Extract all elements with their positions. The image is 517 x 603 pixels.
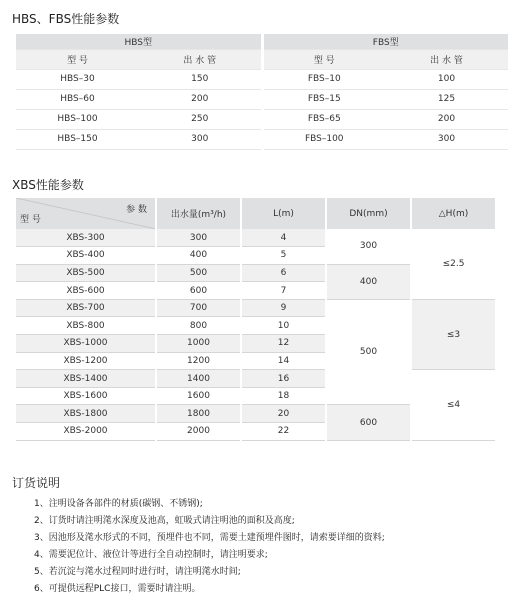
cell: 300 xyxy=(156,229,241,247)
model-label: 型 号 xyxy=(20,215,41,225)
xbs-section-title: XBS性能参数 xyxy=(12,178,84,192)
dh-cell: ≤2.5 xyxy=(411,229,496,299)
cell: XBS-300 xyxy=(16,229,156,247)
cell: XBS-500 xyxy=(16,264,156,282)
cell: FBS–65 xyxy=(262,109,385,129)
fbs-group-header: FBS型 xyxy=(262,34,508,49)
cell: 9 xyxy=(241,299,326,317)
table-row xyxy=(16,370,496,388)
cell: HBS–100 xyxy=(16,109,139,129)
cell: 18 xyxy=(241,387,326,405)
col-header: 出 水 管 xyxy=(385,49,508,69)
cell: 500 xyxy=(156,264,241,282)
col-header-dn: DN(mm) xyxy=(326,198,411,229)
cell: 1000 xyxy=(156,335,241,353)
dh-cell: ≤4 xyxy=(411,370,496,440)
cell: 400 xyxy=(156,247,241,265)
cell: HBS–150 xyxy=(16,129,139,149)
cell: 10 xyxy=(241,317,326,335)
order-notes-list xyxy=(34,496,385,598)
cell: 20 xyxy=(241,405,326,423)
param-label: 参 数 xyxy=(126,205,147,215)
cell: XBS-800 xyxy=(16,317,156,335)
diagonal-header-cell xyxy=(16,198,156,229)
cell: 4 xyxy=(241,229,326,247)
cell: 200 xyxy=(385,109,508,129)
list-item: 4、需要泥位计、液位计等进行全自动控制时，请注明要求; xyxy=(34,550,268,560)
dn-cell: 400 xyxy=(326,264,411,299)
cell: 1800 xyxy=(156,405,241,423)
cell: 100 xyxy=(385,69,508,89)
col-header-dh: △H(m) xyxy=(411,198,496,229)
cell: 12 xyxy=(241,335,326,353)
list-item: 1、注明设备各部件的材质(碳钢、不锈钢); xyxy=(34,499,203,509)
cell: XBS-1800 xyxy=(16,405,156,423)
dn-cell: 600 xyxy=(326,405,411,440)
cell: 700 xyxy=(156,299,241,317)
list-item: 5、若沉淀与滗水过程同时进行时，请注明滗水时间; xyxy=(34,567,241,577)
col-header: 型 号 xyxy=(16,49,139,69)
cell: XBS-2000 xyxy=(16,423,156,441)
cell: 200 xyxy=(139,89,262,109)
list-item: 6、可提供远程PLC接口，需要时请注明。 xyxy=(34,584,201,594)
list-item: 2、订货时请注明滗水深度及池高，虹吸式请注明池的面积及高度; xyxy=(34,516,295,526)
table-row xyxy=(16,229,496,247)
dn-cell: 300 xyxy=(326,229,411,264)
cell: 22 xyxy=(241,423,326,441)
col-header-flow: 出水量(m³/h) xyxy=(156,198,241,229)
hbs-fbs-section-title: HBS、FBS性能参数 xyxy=(12,12,120,26)
hbs-group-header: HBS型 xyxy=(16,34,262,49)
cell: 2000 xyxy=(156,423,241,441)
cell: HBS–60 xyxy=(16,89,139,109)
cell: FBS–100 xyxy=(262,129,385,149)
cell: XBS-400 xyxy=(16,247,156,265)
cell: 16 xyxy=(241,370,326,388)
dh-cell: ≤3 xyxy=(411,299,496,369)
table-row xyxy=(16,129,508,149)
col-header: 型 号 xyxy=(262,49,385,69)
table-row xyxy=(16,89,508,109)
cell: 125 xyxy=(385,89,508,109)
table-row xyxy=(16,109,508,129)
list-item: 3、因池形及滗水形式的不同，预埋件也不同，需要土建预埋件图时，请索要详细的资料; xyxy=(34,533,385,543)
cell: 600 xyxy=(156,282,241,300)
cell: FBS–15 xyxy=(262,89,385,109)
cell: 7 xyxy=(241,282,326,300)
col-header: 出 水 管 xyxy=(139,49,262,69)
order-notes-title: 订货说明 xyxy=(12,476,61,490)
hbs-fbs-table xyxy=(16,34,508,150)
cell: 300 xyxy=(139,129,262,149)
table-row xyxy=(16,69,508,89)
cell: XBS-1000 xyxy=(16,335,156,353)
cell: 150 xyxy=(139,69,262,89)
cell: 1200 xyxy=(156,352,241,370)
cell: 250 xyxy=(139,109,262,129)
cell: HBS–30 xyxy=(16,69,139,89)
cell: XBS-600 xyxy=(16,282,156,300)
cell: 6 xyxy=(241,264,326,282)
cell: 1400 xyxy=(156,370,241,388)
cell: XBS-1200 xyxy=(16,352,156,370)
cell: XBS-1600 xyxy=(16,387,156,405)
cell: XBS-1400 xyxy=(16,370,156,388)
cell: 300 xyxy=(385,129,508,149)
dn-cell: 500 xyxy=(326,299,411,405)
col-header-l: L(m) xyxy=(241,198,326,229)
cell: 800 xyxy=(156,317,241,335)
cell: 5 xyxy=(241,247,326,265)
table-row xyxy=(16,299,496,317)
xbs-table xyxy=(16,198,497,441)
cell: 14 xyxy=(241,352,326,370)
cell: 1600 xyxy=(156,387,241,405)
cell: XBS-700 xyxy=(16,299,156,317)
cell: FBS–10 xyxy=(262,69,385,89)
